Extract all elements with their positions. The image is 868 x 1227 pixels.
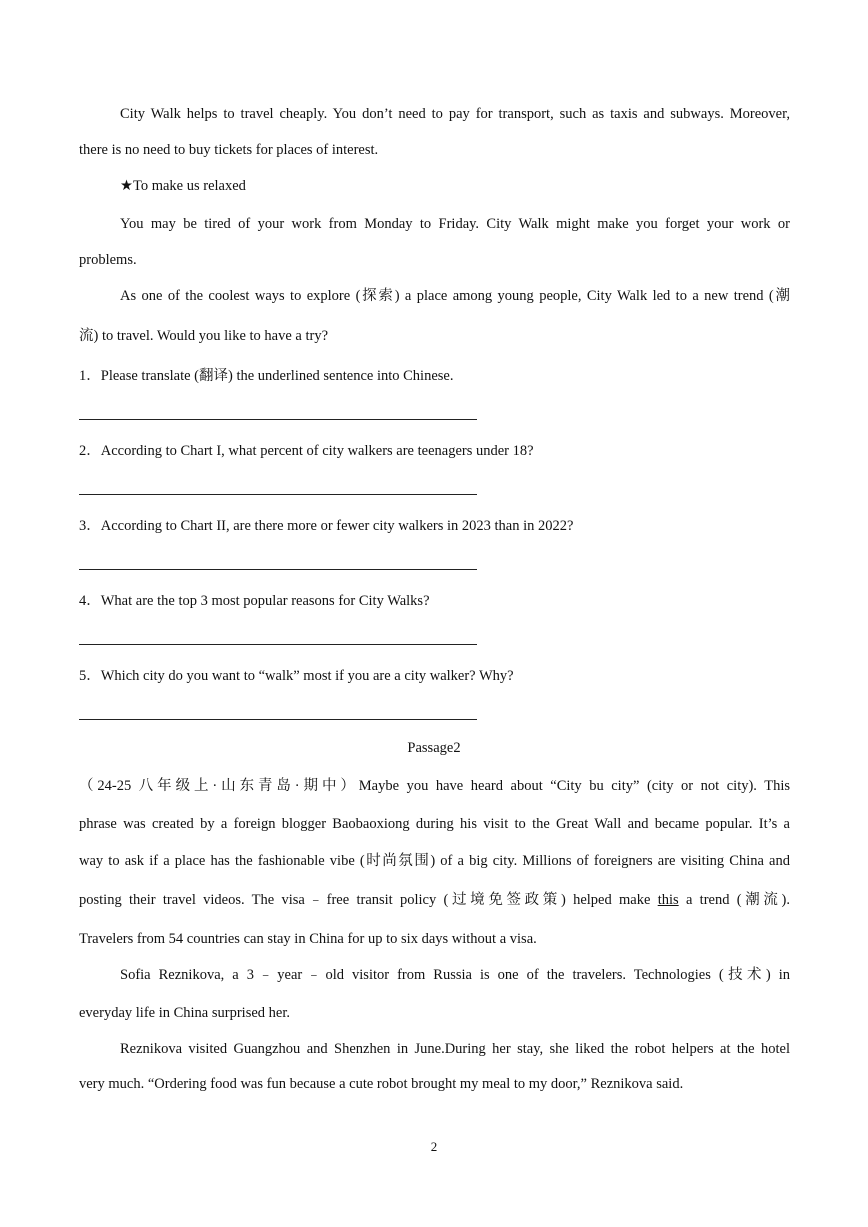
underlined-word: this — [657, 892, 679, 908]
paragraph-trend-line-2: 流) to travel. Would you like to have a try? — [79, 328, 329, 344]
passage2-p3-line-1: Reznikova visited Guangzhou and Shenzhen in June.During her stay, she liked the robot helpers at the hotel — [120, 1041, 790, 1057]
answer-line-2[interactable] — [79, 494, 477, 495]
section-heading-relaxed: ★To make us relaxed — [120, 178, 246, 194]
question-4: 4．What are the top 3 most popular reasons for City Walks? — [79, 593, 430, 609]
passage2-p1-line-1: （24-25 八年级上·山东青岛·期中）Maybe you have heard about “City bu city” (city or not city). This — [79, 778, 790, 794]
question-1: 1．Please translate (翻译) the underlined sentence into Chinese. — [79, 368, 454, 384]
answer-line-1[interactable] — [79, 419, 477, 420]
paragraph-relaxed-line-1: You may be tired of your work from Monday to Friday. City Walk might make you forget your work or — [120, 216, 790, 232]
question-3: 3．According to Chart II, are there more or fewer city walkers in 2023 than in 2022? — [79, 518, 574, 534]
question-2: 2．According to Chart I, what percent of city walkers are teenagers under 18? — [79, 443, 534, 459]
passage2-p2-line-1: Sofia Reznikova, a 3﹣year﹣old visitor from Russia is one of the travelers. Technologies (技术) in — [120, 967, 790, 983]
passage-title: Passage2 — [407, 740, 461, 756]
passage2-p1-line-3: way to ask if a place has the fashionable vibe (时尚氛围) of a big city. Millions of foreigners are visiting China and — [79, 853, 790, 869]
paragraph-relaxed-line-2: problems. — [79, 252, 137, 268]
answer-line-3[interactable] — [79, 569, 477, 570]
passage2-p1-line-2: phrase was created by a foreign blogger Baobaoxiong during his visit to the Great Wall and became popular. It’s a — [79, 816, 790, 832]
paragraph-cheap-line-1: City Walk helps to travel cheaply. You don’t need to pay for transport, such as taxis and subways. Moreover, — [120, 106, 790, 122]
paragraph-cheap-line-2: there is no need to buy tickets for places of interest. — [79, 142, 379, 158]
passage2-p2-line-2: everyday life in China surprised her. — [79, 1005, 290, 1021]
paragraph-trend-line-1: As one of the coolest ways to explore (探索) a place among young people, City Walk led to a new trend (潮 — [120, 288, 790, 304]
answer-line-4[interactable] — [79, 644, 477, 645]
line4-after-text: a trend (潮流). — [678, 892, 791, 908]
passage2-p1-line-4 — [79, 891, 790, 909]
answer-line-5[interactable] — [79, 719, 477, 720]
page-number: 2 — [430, 1139, 438, 1154]
passage2-p1-line-5: Travelers from 54 countries can stay in China for up to six days without a visa. — [79, 931, 537, 947]
question-5: 5．Which city do you want to “walk” most if you are a city walker? Why? — [79, 668, 514, 684]
line4-before-text: posting their travel videos. The visa﹣free transit policy (过境免签政策) helped make — [79, 892, 658, 908]
passage2-p3-line-2: very much. “Ordering food was fun because a cute robot brought my meal to my door,” Reznikova said. — [79, 1076, 684, 1092]
